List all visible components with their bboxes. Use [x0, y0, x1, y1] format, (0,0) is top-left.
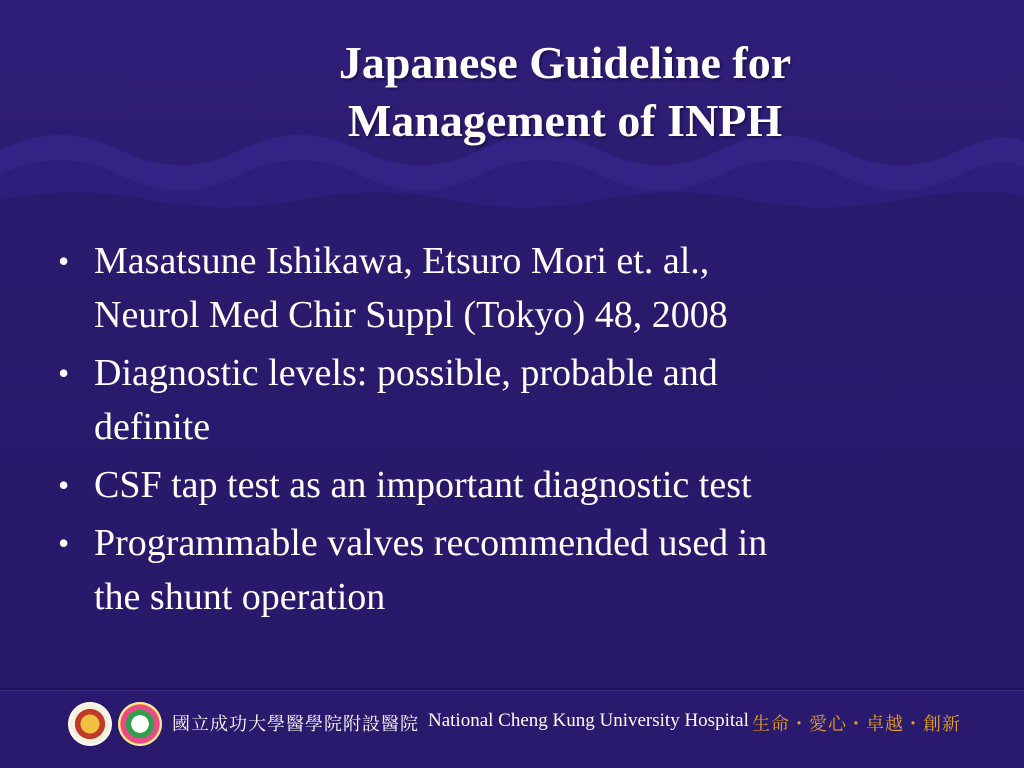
bullet-item: [52, 516, 952, 624]
bullet-text-line: definite: [94, 406, 211, 448]
hospital-name-chinese: 國立成功大學醫學院附設醫院: [172, 714, 419, 735]
bullet-item: [52, 346, 952, 454]
bullet-icon: •: [58, 243, 70, 279]
hospital-name-english: National Cheng Kung University Hospital: [428, 710, 749, 731]
bullet-list: [52, 234, 952, 628]
title-line-2: Management of INPH: [347, 95, 783, 146]
bullet-icon: •: [58, 525, 70, 561]
bullet-item: [52, 458, 952, 512]
hospital-motto: 生命・愛心・卓越・創新: [752, 714, 961, 735]
bullet-text-line: Programmable valves recommended used in: [94, 522, 768, 564]
bullet-item: [52, 234, 952, 342]
bullet-text-line: Neurol Med Chir Suppl (Tokyo) 48, 2008: [94, 294, 728, 336]
bullet-text-line: CSF tap test as an important diagnostic test: [94, 464, 752, 506]
slide-title: [180, 34, 950, 150]
title-line-1: Japanese Guideline for: [338, 37, 792, 88]
bullet-text-line: Masatsune Ishikawa, Etsuro Mori et. al.,: [94, 240, 710, 282]
bullet-icon: •: [58, 355, 70, 391]
hospital-logo-icon: [118, 702, 162, 746]
bullet-text-line: the shunt operation: [94, 576, 386, 618]
bullet-icon: •: [58, 467, 70, 503]
bullet-text-line: Diagnostic levels: possible, probable and: [94, 352, 718, 394]
university-seal-icon: [68, 702, 112, 746]
